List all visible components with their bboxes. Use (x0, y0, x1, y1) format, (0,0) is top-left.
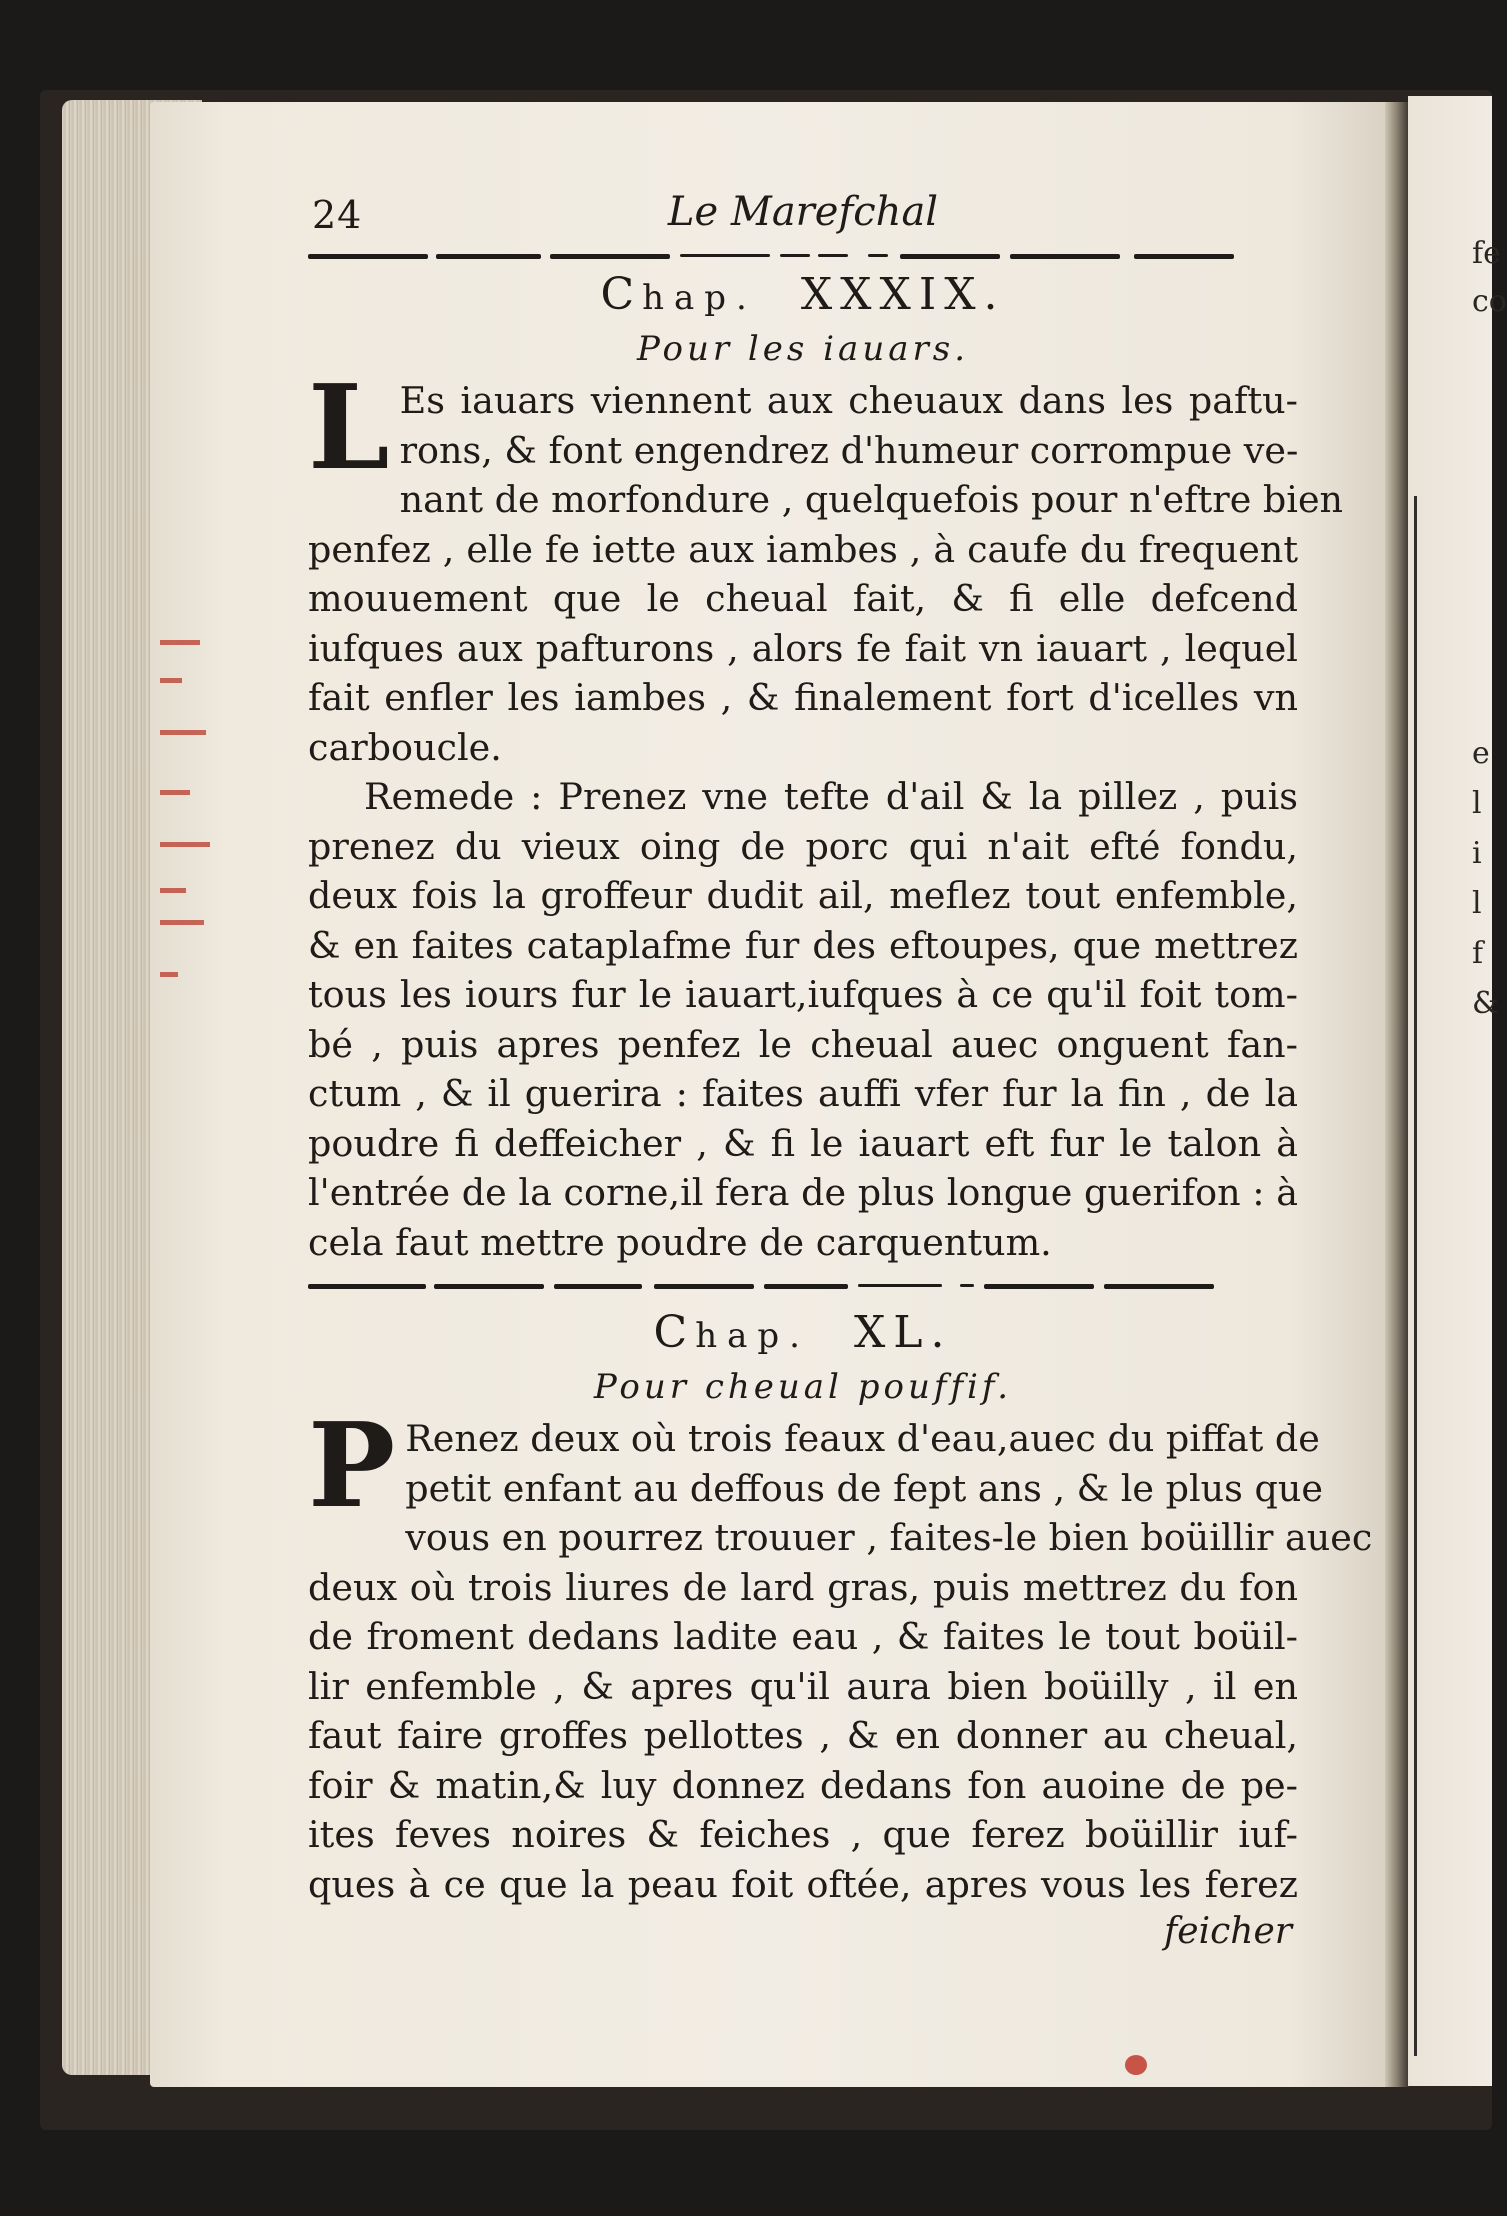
page-text (308, 185, 1373, 1952)
chapter-subtitle: Pour les iauars. (637, 329, 969, 369)
drop-cap: P (308, 1398, 396, 1534)
section-rule (308, 1281, 1298, 1291)
facing-fragment: i (1472, 836, 1482, 871)
running-head: Le Marefchal (667, 189, 939, 235)
facing-fragment: & (1472, 986, 1499, 1021)
page-header (308, 185, 1298, 245)
facing-fragment: co (1472, 284, 1507, 319)
facing-rule (1414, 496, 1417, 2056)
facing-page (1408, 96, 1507, 2086)
book-gutter (1385, 102, 1409, 2087)
catchword: feicher (1163, 1911, 1292, 1952)
chapter-title: Chap. XXXIX. (600, 269, 1006, 320)
facing-fragment: fe (1472, 236, 1501, 271)
chapter-paragraph: Remede : Prenez vne tefte d'ail & la pillez , puis prenez du vieux oing de porc qui n'ait efté fondu, deux fois la groffeur dudit ail, meflez tout enfemble, & en faites cataplafme fur des eftoupes, que mettrez tous les iours fur le iauart,iufques à ce qu'il foit tom- bé , puis apres penfez le cheual auec onguent fan- ctum , & il guerira : faites auffi vfer fur la fin , de la poudre fi deffeicher , & fi le iauart eft fur le talon à l'entrée de la corne,il fera de plus longue guerifon : à cela faut mettre poudre de carquentum. (308, 775, 1298, 1264)
red-stain (1125, 2055, 1147, 2075)
header-rule (308, 251, 1298, 261)
facing-fragment: l (1472, 786, 1482, 821)
facing-fragment: f (1472, 936, 1484, 971)
chapter-paragraph: L Es iauars viennent aux cheuaux dans les paftu- rons, & font engendrez d'humeur corrompue ve- nant de morfondure , quelquefois pour n'eftre bien penfez , elle fe iette aux iambes , à caufe du frequent mouuement que le cheual fait, & fi elle defcend iufques aux pafturons , alors fe fait vn iauart , lequel fait enfler les iambes , & finalement fort d'icelles vn carboucle. (308, 360, 1344, 769)
drop-cap: L (308, 360, 390, 496)
facing-fragment: l (1472, 886, 1482, 921)
chapter-title: Chap. XL. (653, 1307, 953, 1358)
facing-fragment: e (1472, 736, 1490, 771)
page-number: 24 (312, 193, 363, 237)
chapter-subtitle: Pour cheual pouffif. (593, 1367, 1013, 1407)
red-edge-marks (160, 620, 220, 1020)
chapter-paragraph: P Renez deux où trois feaux d'eau,auec du piffat de petit enfant au deffous de fept ans , & le plus que vous en pourrez trouuer , faites-le bien boüillir auec deux où trois liures de lard gras, puis mettrez du fon de froment dedans ladite eau , & faites le tout boüil- lir enfemble , & apres qu'il aura bien boüilly , il en faut faire groffes pellottes , & en donner au cheual, foir & matin,& luy donnez dedans fon auoine de pe- ites feves noires & feiches , que ferez boüillir iuf- ques à ce que la peau foit oftée, apres vous les ferez (308, 1398, 1373, 1906)
